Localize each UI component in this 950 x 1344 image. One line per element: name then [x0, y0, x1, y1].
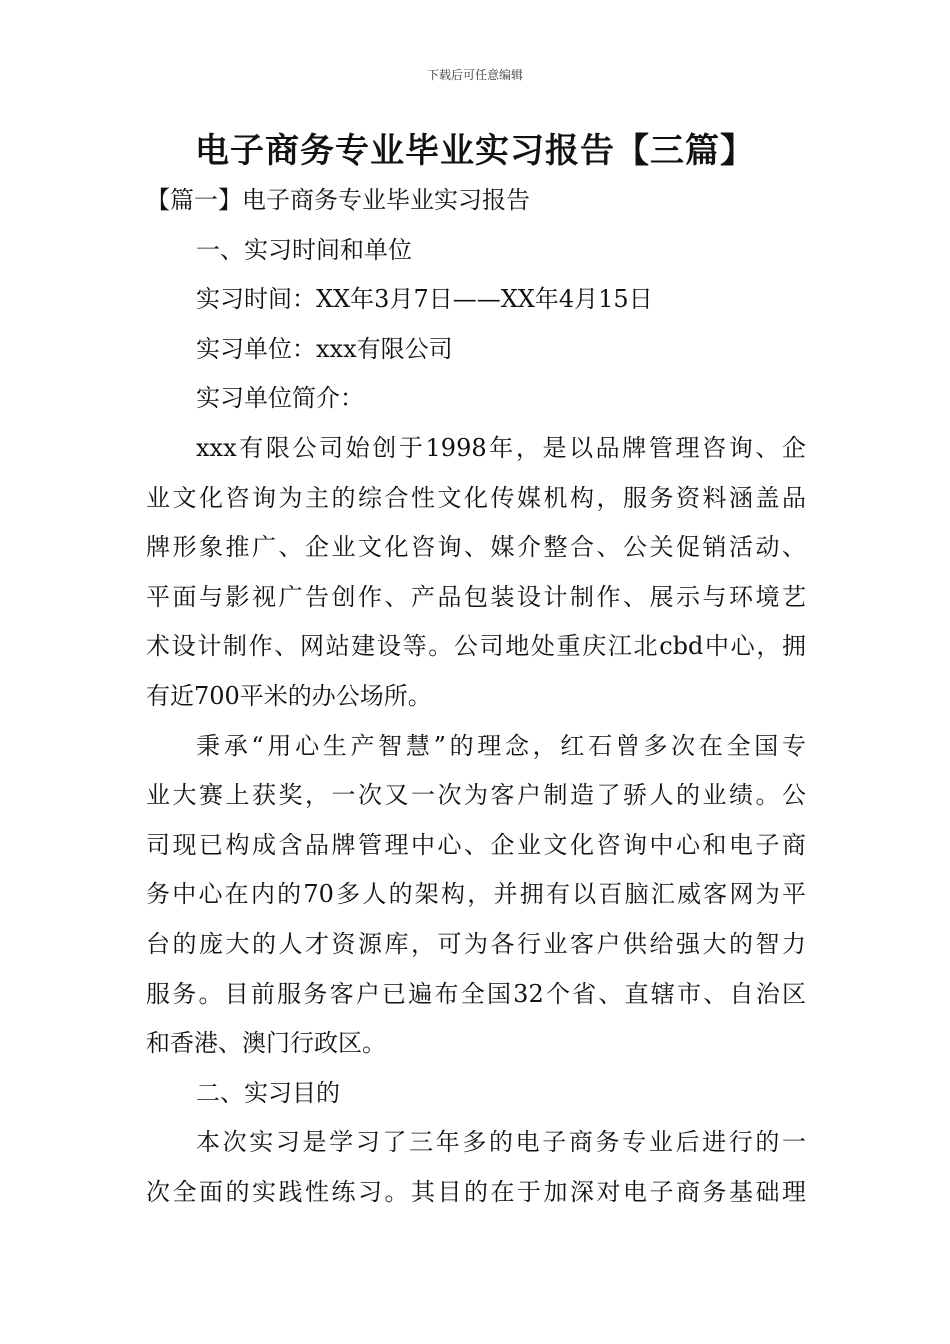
paragraph-line: 次全面的实践性练习。其目的在于加深对电子商务基础理 — [146, 1177, 806, 1206]
subheading-time-and-unit: 一、实习时间和单位 — [196, 235, 412, 264]
paragraph-line: xxx有限公司始创于1998年，是以品牌管理咨询、企 — [196, 433, 806, 462]
paragraph-line: 秉承“用心生产智慧”的理念，红石曾多次在全国专 — [196, 731, 806, 760]
unit-intro-label: 实习单位简介： — [196, 384, 364, 413]
paragraph-line: 务中心在内的70多人的架构，并拥有以百脑汇威客网为平 — [146, 880, 806, 909]
internship-unit: 实习单位：xxx有限公司 — [196, 334, 453, 363]
paragraph-line: 平面与影视广告创作、产品包装设计制作、展示与环境艺 — [146, 582, 806, 611]
internship-time: 实习时间：XX年3月7日——XX年4月15日 — [196, 285, 653, 314]
subheading-purpose: 二、实习目的 — [196, 1078, 340, 1107]
header-note: 下载后可任意编辑 — [426, 68, 523, 82]
document-body — [146, 176, 806, 1217]
paragraph-line: 司现已构成含品牌管理中心、企业文化咨询中心和电子商 — [146, 830, 806, 859]
paragraph-line: 有近700平米的办公场所。 — [146, 681, 432, 710]
paragraph-line: 台的庞大的人才资源库，可为各行业客户供给强大的智力 — [146, 929, 806, 958]
paragraph-line: 和香港、澳门行政区。 — [146, 1029, 386, 1058]
section-heading-part1: 【篇一】电子商务专业毕业实习报告 — [146, 186, 530, 214]
paragraph-line: 牌形象推广、企业文化咨询、媒介整合、公关促销活动、 — [146, 533, 806, 562]
paragraph-line: 本次实习是学习了三年多的电子商务专业后进行的一 — [196, 1128, 806, 1157]
paragraph-line: 服务。目前服务客户已遍布全国32个省、直辖市、自治区 — [146, 979, 806, 1008]
paragraph-line: 术设计制作、网站建设等。公司地处重庆江北cbd中心，拥 — [146, 632, 806, 661]
paragraph-line: 业文化咨询为主的综合性文化传媒机构，服务资料涵盖品 — [146, 483, 806, 512]
document-title: 电子商务专业毕业实习报告【三篇】 — [195, 131, 755, 171]
paragraph-line: 业大赛上获奖，一次又一次为客户制造了骄人的业绩。公 — [146, 781, 806, 810]
